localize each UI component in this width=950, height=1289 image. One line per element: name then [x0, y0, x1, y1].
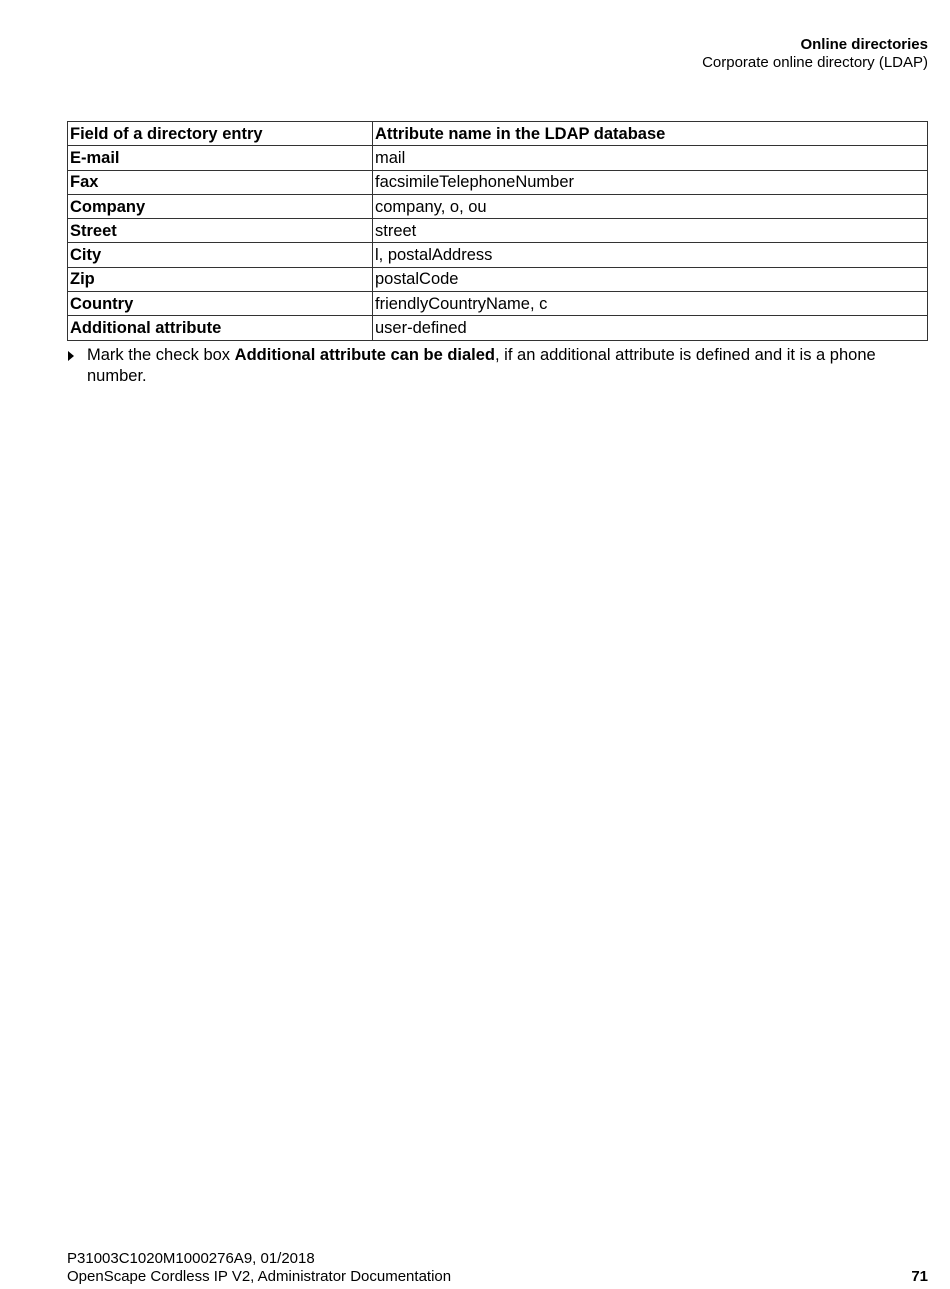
- attribute-cell: company, o, ou: [373, 194, 928, 218]
- table-row: [68, 146, 928, 170]
- attribute-cell: l, postalAddress: [373, 243, 928, 267]
- instruction-suffix: , if an additional attribute is defined and it is a phone number.: [87, 346, 876, 385]
- running-header: [702, 36, 928, 72]
- page-number: 71: [911, 1268, 928, 1285]
- table-row: [68, 267, 928, 291]
- document-title: OpenScape Cordless IP V2, Administrator Documentation: [67, 1268, 452, 1285]
- document-id: P31003C1020M1000276A9, 01/2018: [67, 1250, 315, 1267]
- table-row: [68, 292, 928, 316]
- table-row: [68, 316, 928, 340]
- attribute-cell: mail: [373, 146, 928, 170]
- field-cell: Country: [68, 292, 373, 316]
- column-header-attribute: Attribute name in the LDAP database: [373, 122, 928, 146]
- field-cell: Company: [68, 194, 373, 218]
- attribute-cell: street: [373, 219, 928, 243]
- field-cell: City: [68, 243, 373, 267]
- attribute-cell: user-defined: [373, 316, 928, 340]
- field-cell: E-mail: [68, 146, 373, 170]
- instruction-text: [87, 345, 928, 387]
- table-row: [68, 243, 928, 267]
- ldap-attribute-table: [67, 121, 928, 341]
- instruction-prefix: Mark the check box: [87, 346, 235, 364]
- field-cell: Fax: [68, 170, 373, 194]
- page-footer: [67, 1250, 451, 1286]
- table-header-row: [68, 122, 928, 146]
- field-cell: Zip: [68, 267, 373, 291]
- chapter-title: Online directories: [800, 36, 928, 53]
- attribute-cell: postalCode: [373, 267, 928, 291]
- instruction-step: [67, 345, 928, 387]
- checkbox-name: Additional attribute can be dialed: [234, 346, 496, 364]
- table-row: [68, 170, 928, 194]
- column-header-field: Field of a directory entry: [68, 122, 373, 146]
- table-row: [68, 194, 928, 218]
- section-title: Corporate online directory (LDAP): [702, 54, 928, 71]
- table-row: [68, 219, 928, 243]
- field-cell: Additional attribute: [68, 316, 373, 340]
- attribute-cell: friendlyCountryName, c: [373, 292, 928, 316]
- triangle-right-icon: [67, 345, 75, 369]
- field-cell: Street: [68, 219, 373, 243]
- attribute-cell: facsimileTelephoneNumber: [373, 170, 928, 194]
